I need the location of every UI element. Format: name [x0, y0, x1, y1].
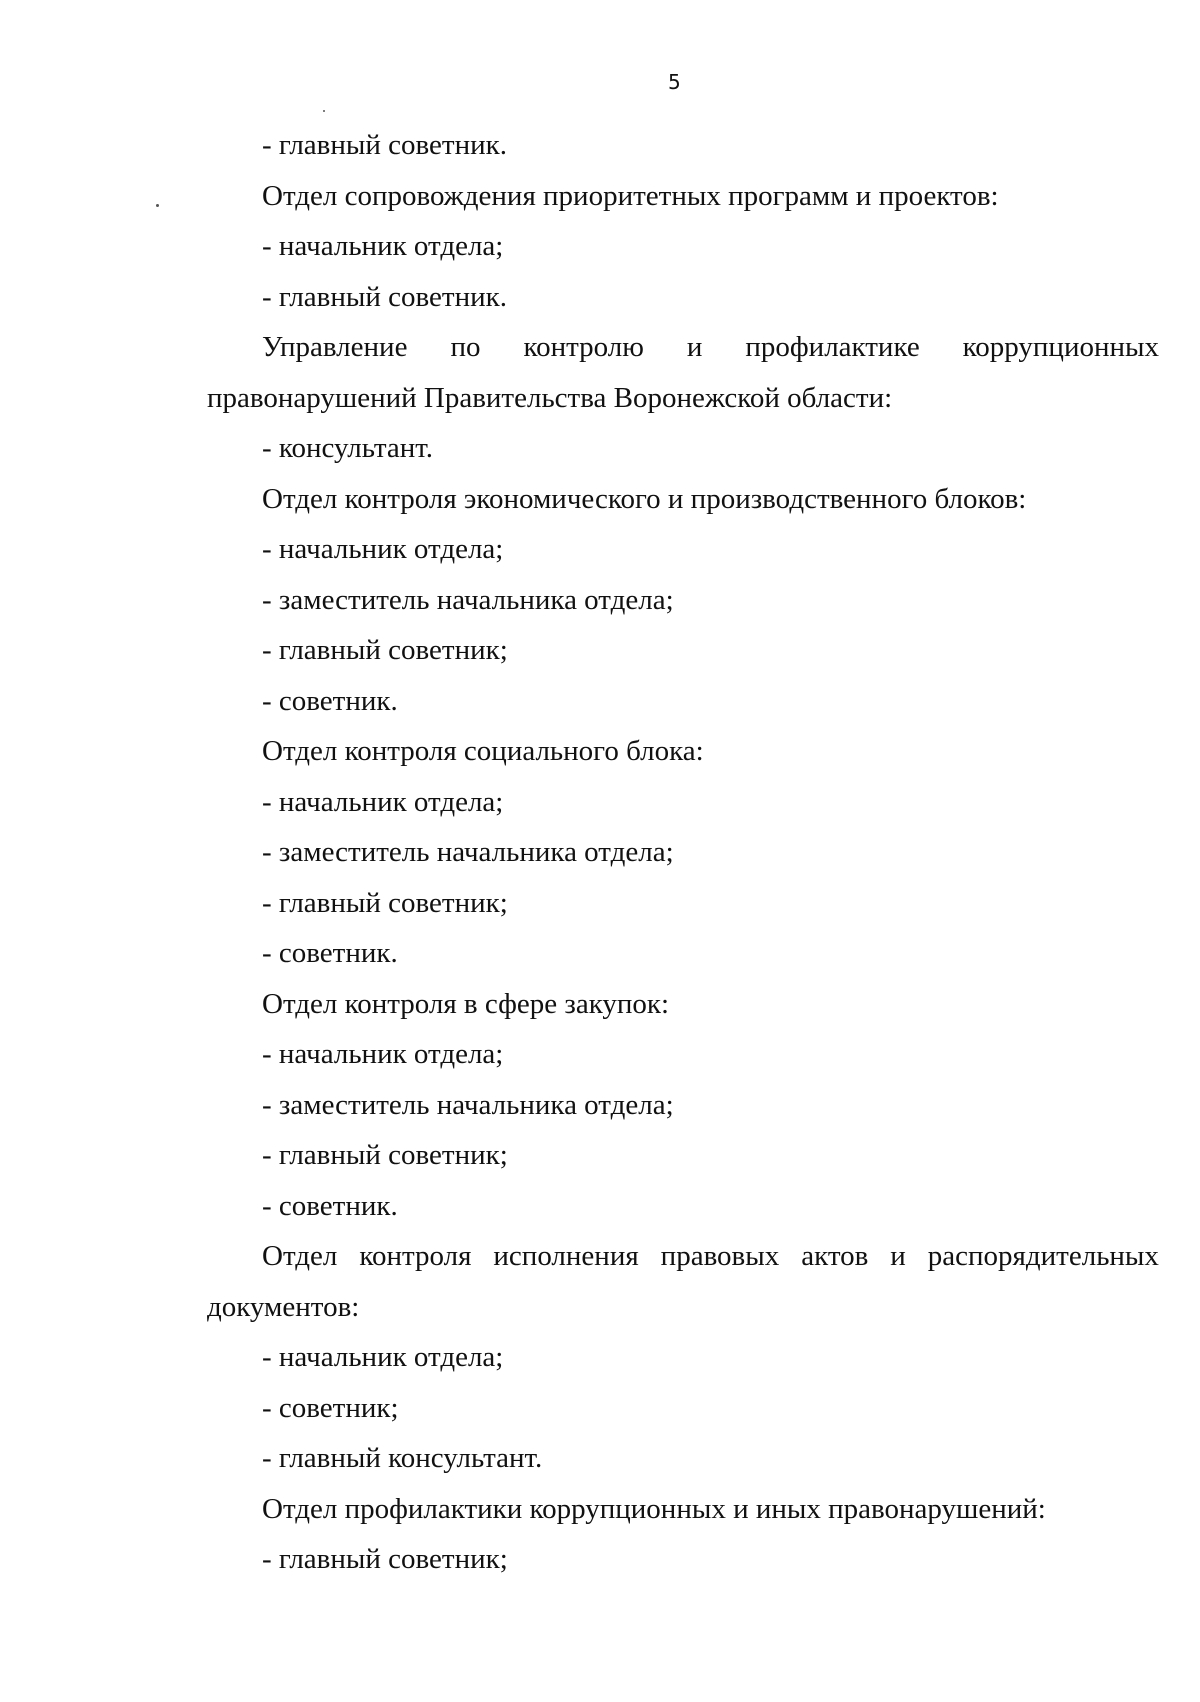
list-item: - советник.	[262, 1189, 398, 1222]
list-item: - начальник отдела;	[262, 1341, 504, 1373]
list-item: - начальник отдела;	[262, 1038, 504, 1070]
list-item: - консультант.	[262, 432, 434, 464]
continuation-line: документов:	[207, 1290, 360, 1323]
word: контролю	[523, 331, 644, 363]
list-item: - заместитель начальника отдела;	[262, 1088, 674, 1121]
word: контроля	[359, 1240, 472, 1272]
word: профилактике	[745, 331, 920, 363]
list-item: - начальник отдела;	[262, 230, 504, 262]
section-heading: Отдел контроля в сфере закупок:	[262, 987, 670, 1020]
scan-artifact-dot	[156, 204, 159, 207]
word: и	[890, 1240, 906, 1272]
section-heading: Отдел сопровождения приоритетных программ и проектов:	[262, 179, 999, 212]
list-item: - начальник отдела;	[262, 533, 504, 565]
document-body	[207, 120, 1159, 1585]
word: и	[686, 331, 703, 363]
section-heading: Отдел контроля экономического и производственного блоков:	[262, 482, 1027, 515]
word: актов	[801, 1240, 869, 1272]
word: Отдел	[262, 1240, 338, 1272]
list-item: - главный советник;	[262, 1139, 508, 1171]
justified-text-line	[207, 1231, 1159, 1282]
justified-text-line	[207, 322, 1159, 373]
list-item: - советник.	[262, 937, 398, 969]
list-item: - заместитель начальника отдела;	[262, 583, 674, 616]
word: исполнения	[493, 1240, 639, 1272]
list-item: - заместитель начальника отдела;	[262, 836, 674, 868]
word: правовых	[660, 1240, 780, 1272]
list-item: - главный консультант.	[262, 1442, 543, 1474]
list-item: - главный советник.	[262, 280, 507, 313]
page-number: 5	[668, 70, 681, 94]
section-heading: Отдел профилактики коррупционных и иных правонарушений:	[262, 1492, 1046, 1525]
word: коррупционных	[962, 331, 1159, 363]
section-heading: Отдел контроля социального блока:	[262, 735, 704, 767]
list-item: - советник;	[262, 1391, 399, 1424]
continuation-line: правонарушений Правительства Воронежской области:	[207, 381, 893, 414]
list-item: - главный советник;	[262, 634, 508, 666]
word: Управление	[262, 331, 408, 363]
word: распорядительных	[927, 1240, 1159, 1272]
list-item: - начальник отдела;	[262, 785, 504, 818]
list-item: - главный советник.	[262, 129, 507, 161]
list-item: - главный советник;	[262, 1543, 508, 1575]
word: по	[450, 331, 481, 363]
scan-artifact-dot	[323, 110, 325, 112]
list-item: - главный советник;	[262, 886, 508, 919]
list-item: - советник.	[262, 684, 398, 717]
